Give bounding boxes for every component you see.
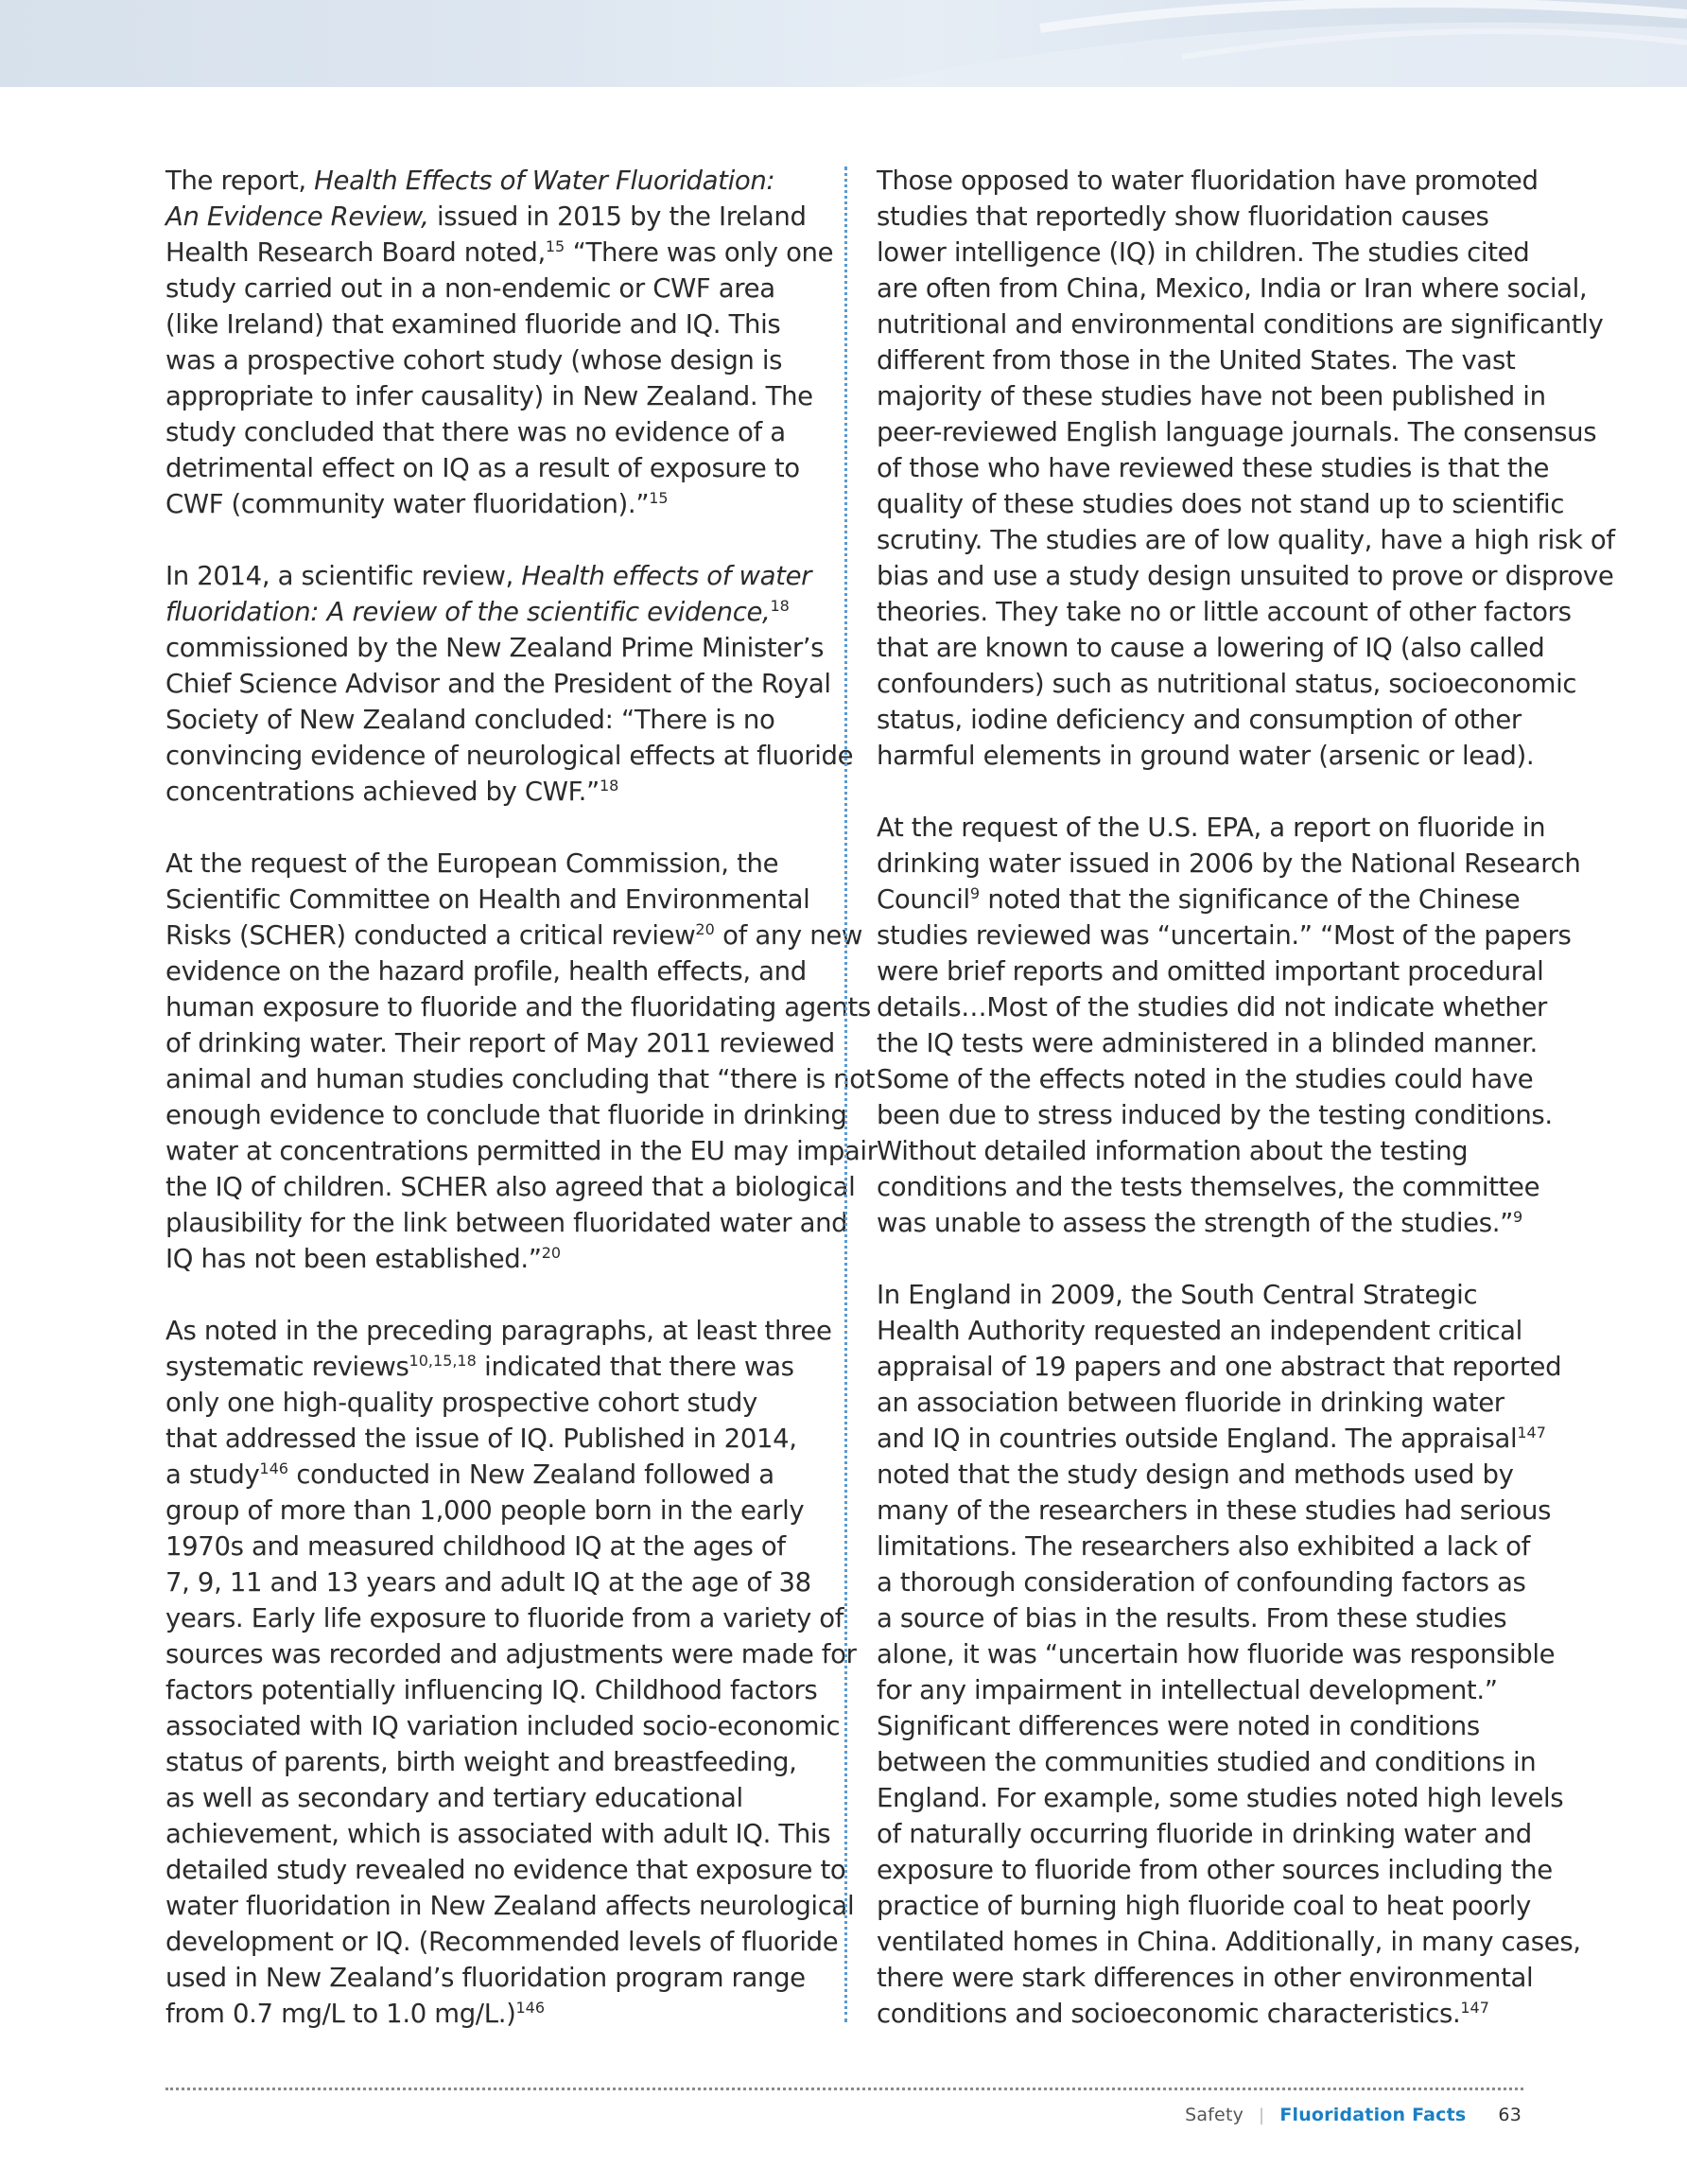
text-line (877, 1672, 1529, 1708)
text-run: factors potentially influencing IQ. Childhood factors (165, 1675, 818, 1705)
text-run: development or IQ. (Recommended levels of fluoride (165, 1927, 839, 1957)
text-run: of drinking water. Their report of May 2011 reviewed (165, 1028, 835, 1058)
text-run: of naturally occurring fluoride in drinking water and (877, 1819, 1532, 1849)
text-run: achievement, which is associated with adult IQ. This (165, 1819, 831, 1849)
text-line (877, 1421, 1546, 1457)
text-run: In 2014, a scientific review, (165, 561, 522, 591)
text-run: studies that reportedly show fluoridation causes (877, 201, 1489, 232)
text-line (165, 1385, 818, 1421)
italic-title: Health effects of water (521, 561, 812, 591)
text-run: were brief reports and omitted important procedural (877, 956, 1544, 987)
text-run: quality of these studies does not stand up to scientific (877, 489, 1565, 519)
text-line (165, 199, 818, 235)
text-run: England. For example, some studies noted high levels (877, 1783, 1564, 1813)
text-run: concentrations achieved by CWF.” (165, 777, 600, 807)
text-run: the IQ of children. SCHER also agreed that a biological (165, 1172, 856, 1202)
text-run: Health Research Board noted, (165, 237, 546, 268)
text-run: Significant differences were noted in conditions (877, 1711, 1480, 1741)
text-run: of any new (714, 920, 863, 951)
text-run: issued in 2015 by the Ireland (428, 201, 807, 232)
header-banner (0, 0, 1687, 87)
text-run: alone, it was “uncertain how fluoride was responsible (877, 1639, 1556, 1669)
text-run: a study (165, 1459, 260, 1490)
text-run: and IQ in countries outside England. The appraisal (877, 1424, 1518, 1454)
text-line (877, 1385, 1529, 1421)
citation-superscript: 18 (599, 777, 619, 795)
text-run: different from those in the United States. The vast (877, 345, 1516, 376)
citation-superscript: 15 (649, 489, 669, 507)
text-run: Those opposed to water fluoridation have promoted (877, 166, 1539, 196)
text-line (877, 1888, 1529, 1924)
text-run: The report, (165, 166, 315, 196)
text-run: many of the researchers in these studies had serious (877, 1495, 1552, 1526)
text-run: Society of New Zealand concluded: “There is no (165, 705, 775, 735)
footer-separator: | (1259, 2105, 1265, 2125)
text-line (165, 1457, 818, 1493)
text-line (165, 486, 818, 522)
text-line (877, 486, 1565, 522)
text-run: for any impairment in intellectual development.” (877, 1675, 1498, 1705)
text-line (165, 1600, 844, 1636)
text-run: was unable to assess the strength of the studies.” (877, 1208, 1513, 1238)
text-run: appraisal of 19 papers and one abstract that reported (877, 1352, 1562, 1382)
text-line (165, 1564, 818, 1600)
italic-title: An Evidence Review, (165, 201, 429, 232)
text-line (877, 1744, 1537, 1780)
text-line (877, 235, 1529, 271)
text-line (165, 1133, 878, 1169)
text-line (165, 882, 818, 917)
text-line (877, 630, 1545, 666)
text-line (165, 1349, 818, 1385)
text-line (877, 1996, 1529, 2032)
text-line (877, 271, 1588, 306)
text-run: between the communities studied and conditions in (877, 1747, 1537, 1777)
text-line (877, 1025, 1538, 1061)
text-run: indicated that there was (476, 1352, 794, 1382)
text-run: Council (877, 884, 970, 915)
text-line (877, 1457, 1529, 1493)
column-divider (844, 166, 847, 2022)
text-line (877, 1924, 1581, 1960)
paragraph (165, 558, 854, 810)
page-footer (1185, 2098, 1522, 2132)
text-line (877, 1780, 1564, 1816)
text-line (877, 1708, 1529, 1744)
text-line (877, 846, 1581, 882)
citation-superscript: 9 (969, 884, 981, 902)
text-run: Some of the effects noted in the studies could have (877, 1064, 1534, 1094)
text-line (165, 917, 863, 953)
text-run: ventilated homes in China. Additionally, in many cases, (877, 1927, 1581, 1957)
text-run: water at concentrations permitted in the EU may impair (165, 1136, 878, 1166)
text-run: group of more than 1,000 people born in the early (165, 1495, 805, 1526)
right-column (877, 163, 1615, 2068)
text-run: plausibility for the link between fluoridated water and (165, 1208, 848, 1238)
text-run: studies reviewed was “uncertain.” “Most of the papers (877, 920, 1572, 951)
text-run: majority of these studies have not been published in (877, 381, 1546, 411)
text-line (877, 1816, 1532, 1852)
text-line (877, 917, 1572, 953)
text-line (165, 738, 854, 774)
text-run: there were stark differences in other environmental (877, 1963, 1534, 1993)
text-line (877, 414, 1597, 450)
text-run: been due to stress induced by the testing conditions. (877, 1100, 1553, 1130)
citation-superscript: 146 (515, 1999, 546, 2017)
text-line (165, 666, 831, 702)
text-line (877, 199, 1529, 235)
citation-superscript: 18 (770, 597, 790, 615)
text-line (877, 1277, 1529, 1313)
text-run: nutritional and environmental conditions are significantly (877, 309, 1604, 340)
text-run: only one high-quality prospective cohort study (165, 1388, 757, 1418)
text-line (877, 450, 1550, 486)
text-run: 1970s and measured childhood IQ at the ages of (165, 1531, 786, 1562)
text-run: practice of burning high fluoride coal to heat poorly (877, 1891, 1531, 1921)
text-run: detailed study revealed no evidence that exposure to (165, 1855, 846, 1885)
text-line (165, 1061, 876, 1097)
text-line (165, 1744, 818, 1780)
text-run: peer-reviewed English language journals. The consensus (877, 417, 1597, 447)
text-run: sources was recorded and adjustments were made for (165, 1639, 857, 1669)
text-line (165, 846, 818, 882)
banner-swoosh (0, 0, 1687, 87)
citation-superscript: 10,15,18 (409, 1352, 477, 1370)
page-number: 63 (1498, 2105, 1522, 2125)
text-line (165, 558, 818, 594)
text-run: human exposure to fluoride and the fluoridating agents (165, 992, 871, 1022)
footer-section-label: Safety (1185, 2105, 1244, 2125)
text-run: lower intelligence (IQ) in children. The studies cited (877, 237, 1530, 268)
text-line (165, 953, 818, 989)
text-run: years. Early life exposure to fluoride from a variety of (165, 1603, 844, 1634)
paragraph (877, 1277, 1581, 2032)
text-run: 7, 9, 11 and 13 years and adult IQ at the age of 38 (165, 1567, 811, 1598)
text-run: CWF (community water fluoridation).” (165, 489, 650, 519)
text-line (165, 1025, 835, 1061)
text-run: drinking water issued in 2006 by the National Research (877, 848, 1581, 879)
text-run: study carried out in a non-endemic or CWF area (165, 273, 775, 304)
text-line (165, 306, 818, 342)
text-line (877, 306, 1604, 342)
citation-superscript: 9 (1512, 1208, 1523, 1226)
text-line (165, 1996, 818, 2032)
text-line (165, 774, 818, 810)
text-run: that addressed the issue of IQ. Published in 2014, (165, 1424, 797, 1454)
text-run: detrimental effect on IQ as a result of exposure to (165, 453, 800, 483)
text-line (165, 1888, 855, 1924)
text-line (877, 1313, 1529, 1349)
text-run: conditions and the tests themselves, the committee (877, 1172, 1540, 1202)
text-run: evidence on the hazard profile, health effects, and (165, 956, 807, 987)
citation-superscript: 146 (259, 1459, 288, 1477)
text-line (877, 1493, 1552, 1529)
text-run: (like Ireland) that examined fluoride and IQ. This (165, 309, 781, 340)
text-run: as well as secondary and tertiary educational (165, 1783, 743, 1813)
text-line (877, 1529, 1529, 1564)
text-line (165, 1636, 857, 1672)
text-run: are often from China, Mexico, India or Iran where social, (877, 273, 1588, 304)
text-line (165, 342, 818, 378)
text-run: a source of bias in the results. From these studies (877, 1603, 1507, 1634)
text-line (165, 594, 818, 630)
text-line (165, 989, 871, 1025)
text-run: IQ has not been established.” (165, 1244, 542, 1274)
text-run: from 0.7 mg/L to 1.0 mg/L.) (165, 1999, 516, 2029)
text-run: “There was only one (565, 237, 834, 268)
text-line (165, 1493, 818, 1529)
text-line (165, 1313, 832, 1349)
text-line (877, 882, 1529, 917)
paragraph (877, 810, 1581, 1241)
text-run: water fluoridation in New Zealand affects neurological (165, 1891, 855, 1921)
text-run: that are known to cause a lowering of IQ (also called (877, 633, 1545, 663)
text-line (877, 1636, 1556, 1672)
text-run: enough evidence to conclude that fluoride in drinking (165, 1100, 847, 1130)
text-run: theories. They take no or little account of other factors (877, 597, 1572, 627)
text-line (165, 1672, 818, 1708)
text-line (877, 738, 1535, 774)
text-run: noted that the significance of the Chinese (980, 884, 1521, 915)
text-run: associated with IQ variation included socio-economic (165, 1711, 841, 1741)
text-line (877, 342, 1529, 378)
text-run: Scientific Committee on Health and Environmental (165, 884, 810, 915)
text-line (877, 1852, 1553, 1888)
left-column (165, 163, 878, 2068)
text-line (165, 1708, 841, 1744)
text-line (165, 235, 834, 271)
text-line (165, 1529, 818, 1564)
text-run: details…Most of the studies did not indicate whether (877, 992, 1547, 1022)
text-run: an association between fluoride in drinking water (877, 1388, 1504, 1418)
text-run: bias and use a study design unsuited to prove or disprove (877, 561, 1614, 591)
text-run: conditions and socioeconomic characteristics. (877, 1999, 1461, 2029)
text-run: systematic reviews (165, 1352, 409, 1382)
text-line (877, 1061, 1534, 1097)
text-run: confounders) such as nutritional status, socioeconomic (877, 669, 1577, 699)
text-run: limitations. The researchers also exhibited a lack of (877, 1531, 1530, 1562)
text-run: conducted in New Zealand followed a (287, 1459, 774, 1490)
paragraph (877, 163, 1615, 774)
text-line (877, 1600, 1529, 1636)
text-line (165, 1205, 848, 1241)
text-line (877, 810, 1546, 846)
text-run: status of parents, birth weight and breastfeeding, (165, 1747, 797, 1777)
text-line (877, 989, 1547, 1025)
text-line (165, 1169, 856, 1205)
text-run: was a prospective cohort study (whose design is (165, 345, 783, 376)
text-line (165, 414, 818, 450)
text-run: exposure to fluoride from other sources including the (877, 1855, 1553, 1885)
citation-superscript: 147 (1460, 1999, 1489, 2017)
text-run: Chief Science Advisor and the President of the Royal (165, 669, 831, 699)
citation-superscript: 20 (541, 1244, 562, 1262)
citation-superscript: 20 (695, 920, 715, 938)
text-run: Health Authority requested an independent critical (877, 1316, 1522, 1346)
text-line (165, 630, 825, 666)
text-line (877, 1564, 1529, 1600)
text-line (165, 271, 818, 306)
footer-rule (165, 2088, 1523, 2090)
text-run: commissioned by the New Zealand Prime Minister’s (165, 633, 825, 663)
text-run: Risks (SCHER) conducted a critical review (165, 920, 696, 951)
text-line (877, 1349, 1562, 1385)
text-run: appropriate to infer causality) in New Zealand. The (165, 381, 813, 411)
text-line (165, 1421, 818, 1457)
text-run: status, iodine deficiency and consumption of other (877, 705, 1522, 735)
text-line (877, 558, 1614, 594)
text-run: scrutiny. The studies are of low quality, have a high risk of (877, 525, 1615, 555)
paragraph (165, 1313, 857, 2032)
paragraph (165, 846, 878, 1277)
text-line (877, 666, 1577, 702)
text-line (165, 450, 818, 486)
text-line (877, 378, 1546, 414)
text-line (877, 1960, 1534, 1996)
footer-publication-title: Fluoridation Facts (1279, 2105, 1467, 2125)
text-run: Without detailed information about the testing (877, 1136, 1469, 1166)
text-line (165, 702, 818, 738)
text-line (877, 702, 1529, 738)
text-run: As noted in the preceding paragraphs, at least three (165, 1316, 832, 1346)
text-line (877, 953, 1544, 989)
text-run: In England in 2009, the South Central Strategic (877, 1280, 1478, 1310)
text-line (877, 594, 1572, 630)
citation-superscript: 15 (545, 237, 565, 255)
text-line (165, 1241, 818, 1277)
text-line (165, 1960, 818, 1996)
text-run: a thorough consideration of confounding factors as (877, 1567, 1526, 1598)
italic-title: Health Effects of Water Fluoridation: (314, 166, 775, 196)
text-line (165, 1924, 839, 1960)
text-line (877, 163, 1539, 199)
text-line (165, 1780, 818, 1816)
text-line (165, 1816, 831, 1852)
text-line (165, 163, 818, 199)
text-run: the IQ tests were administered in a blinded manner. (877, 1028, 1538, 1058)
citation-superscript: 147 (1517, 1424, 1546, 1441)
text-line (877, 1133, 1529, 1169)
text-line (165, 1852, 846, 1888)
text-line (165, 1097, 847, 1133)
text-run: animal and human studies concluding that “there is not (165, 1064, 876, 1094)
text-run: convincing evidence of neurological effects at fluoride (165, 741, 854, 771)
text-run: harmful elements in ground water (arsenic or lead). (877, 741, 1535, 771)
text-line (165, 378, 818, 414)
text-run: noted that the study design and methods used by (877, 1459, 1514, 1490)
text-run: used in New Zealand’s fluoridation program range (165, 1963, 806, 1993)
text-line (877, 1097, 1553, 1133)
text-run: At the request of the European Commission, the (165, 848, 779, 879)
paragraph (165, 163, 834, 522)
italic-title: fluoridation: A review of the scientific evidence, (165, 597, 771, 627)
text-run: At the request of the U.S. EPA, a report on fluoride in (877, 812, 1546, 843)
text-run: study concluded that there was no evidence of a (165, 417, 786, 447)
text-line (877, 522, 1615, 558)
text-run: of those who have reviewed these studies is that the (877, 453, 1550, 483)
text-line (877, 1169, 1540, 1205)
text-line (877, 1205, 1529, 1241)
